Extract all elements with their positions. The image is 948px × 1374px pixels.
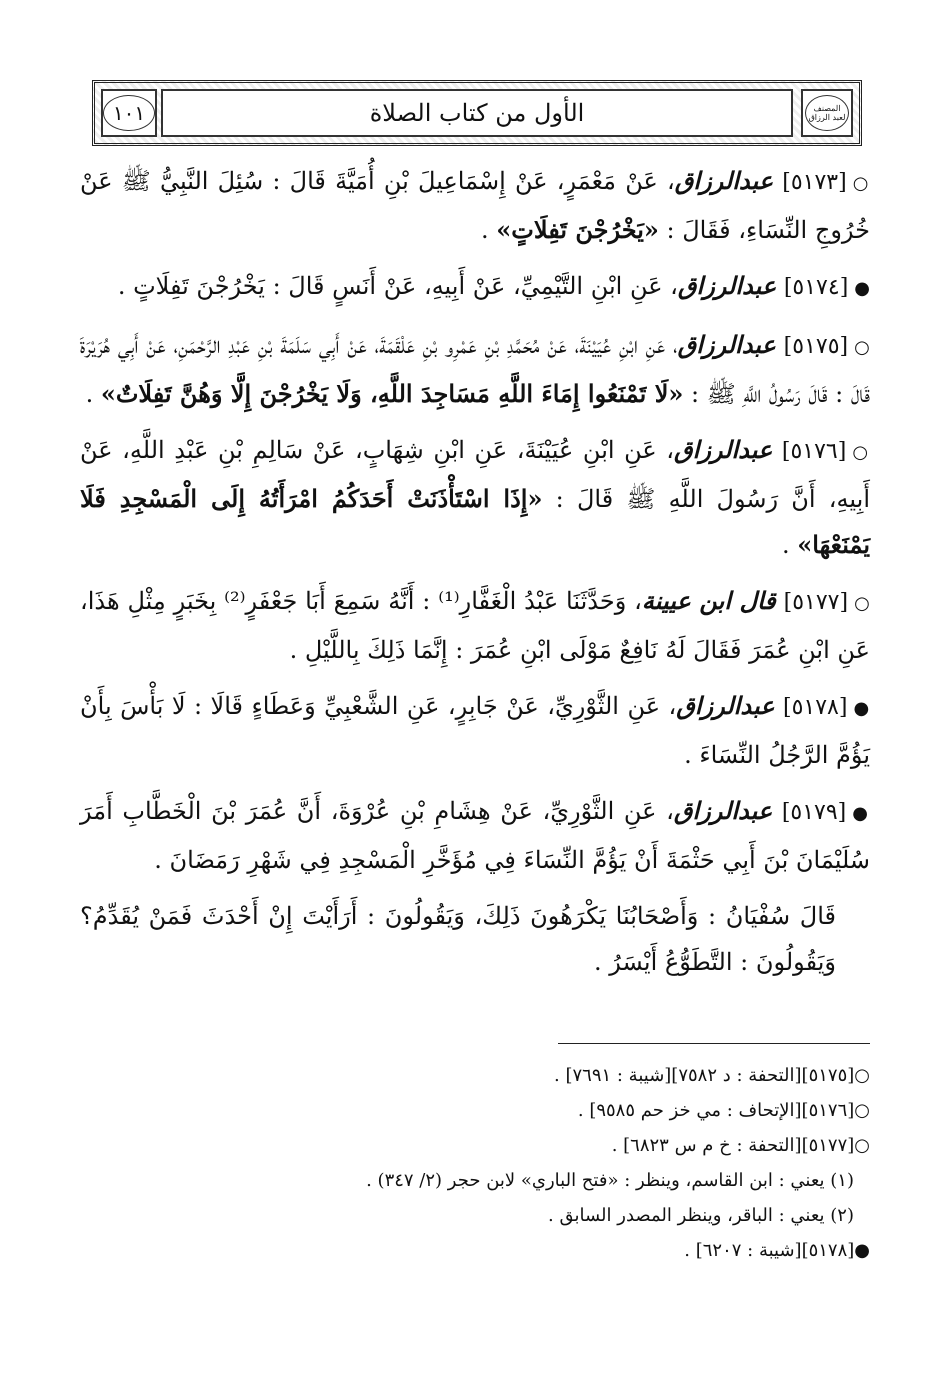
hadith-number: [٥١٧٣]	[782, 170, 847, 195]
hadith-quote: «إِذَا اسْتَأْذَنَتْ أَحَدَكُمُ امْرَأَتُهُ إِلَى الْمَسْجِدِ فَلَا يَمْنَعْهَا»	[80, 484, 870, 559]
hadith-marker: ●	[853, 698, 870, 719]
hadith-paragraph	[80, 427, 870, 568]
hadith-paragraph	[80, 788, 870, 883]
hadith-paragraph	[80, 683, 870, 778]
hadith-text-end: .	[781, 531, 798, 559]
footnote-source: ○[٥١٧٥][التحفة : د ٧٥٨٢][شيبة : ٧٦٩١] .	[554, 1065, 870, 1086]
main-text	[80, 158, 870, 995]
narrator-name: قال ابن عيينة	[641, 586, 776, 615]
narrator-name: عبدالرزاق	[676, 691, 775, 720]
hadith-text-end: .	[85, 380, 101, 408]
hadith-text: ، عَنِ ابْنِ التَّيْمِيِّ، عَنْ أَبِيهِ، عَنْ أَنَسٍ قَالَ : يَخْرُجْنَ تَفِلَاتٍ .	[117, 272, 678, 300]
page-number: ١٠١	[103, 95, 155, 131]
hadith-marker: ○	[852, 173, 870, 194]
hadith-number: [٥١٧٥]	[783, 334, 849, 359]
hadith-text: ، عَنِ الثَّوْرِيِّ، عَنْ جَابِرٍ، عَنِ الشَّعْبِيِّ وَعَطَاءٍ قَالَا : لَا بَأْسَ بِأَنْ يَؤُمَّ الرَّجُلُ النِّسَاءَ .	[80, 692, 870, 769]
narrator-name: عبدالرزاق	[673, 796, 773, 825]
footnote-divider	[558, 1043, 870, 1044]
hadith-marker: ○	[854, 593, 871, 614]
hadith-marker: ○	[854, 337, 870, 358]
footnote-source: ●[٥١٧٨][شيبة : ٦٢٠٧] .	[684, 1240, 870, 1261]
book-logo: المصنف لعبد الرزاق	[805, 95, 849, 131]
footnote-note: (١) يعني : ابن القاسم، وينظر : «فتح الباري» لابن حجر (٢/ ٣٤٧) .	[366, 1170, 854, 1191]
narrator-name: عبدالرزاق	[677, 271, 777, 300]
page-header-band	[92, 80, 862, 146]
running-title-frame	[161, 89, 793, 137]
hadith-paragraph	[80, 263, 870, 312]
hadith-paragraph	[80, 158, 870, 253]
narrator-name: عبدالرزاق	[677, 330, 776, 359]
running-title: الأول من كتاب الصلاة	[369, 99, 585, 127]
footnote-source: ○[٥١٧٦][الإتحاف : مي خز حم ٩٥٨٥] .	[577, 1100, 870, 1121]
book-logo-box	[801, 89, 853, 137]
footnote-source: ○[٥١٧٧][التحفة : خ م س ٦٨٢٣] .	[611, 1135, 870, 1156]
hadith-number: [٥١٧٧]	[783, 590, 849, 615]
page-number-box	[101, 89, 157, 137]
hadith-paragraph	[80, 578, 870, 673]
hadith-marker: ●	[852, 803, 870, 824]
hadith-number: [٥١٧٤]	[783, 275, 849, 300]
hadith-quote: «لَا تَمْنَعُوا إِمَاءَ اللَّهِ مَسَاجِدَ اللَّهِ، وَلَا يَخْرُجْنَ إِلَّا وَهُنَّ تَفِلَاتٌ»	[100, 379, 684, 408]
hadith-paragraph	[80, 322, 870, 417]
footnotes	[80, 1058, 870, 1268]
hadith-text: ، وَحَدَّثَنَا عَبْدُ الْغَفَّارِ⁽¹⁾ : أَنَّهُ سَمِعَ أَبَا جَعْفَرٍ⁽²⁾ بِخَبَرٍ مِثْلِ هَذَا، عَنِ ابْنِ عُمَرَ فَقَالَ لَهُ نَافِعٌ مَوْلَى ابْنِ عُمَرَ : إِنَّمَا ذَلِكَ بِاللَّيْلِ .	[80, 587, 870, 664]
narrator-name: عبدالرزاق	[674, 166, 774, 195]
hadith-number: [٥١٧٦]	[781, 439, 847, 464]
hadith-marker: ●	[854, 278, 870, 299]
hadith-text: ، عَنْ مَعْمَرٍ، عَنْ إِسْمَاعِيلَ بْنِ أُمَيَّةَ قَالَ : سُئِلَ النَّبِيُّ ﷺ عَنْ خُرُوجِ النِّسَاءِ، فَقَالَ :	[80, 167, 870, 244]
hadith-text-end: .	[481, 216, 497, 244]
closing-paragraph: قَالَ سُفْيَانُ : وَأَصْحَابُنَا يَكْرَهُونَ ذَلِكَ، وَيَقُولُونَ : أَرَأَيْتَ إِنْ أَحْدَثَ فَمَنْ يُقَدِّمُ؟ وَيَقُولُونَ : التَّطَوُّعُ أَيْسَرُ .	[80, 902, 836, 976]
hadith-text: ، عَنِ الثَّوْرِيِّ، عَنْ هِشَامِ بْنِ عُرْوَةَ، أَنَّ عُمَرَ بْنَ الْخَطَّابِ أَمَرَ سُلَيْمَانَ بْنَ أَبِي حَثْمَةَ أَنْ يَؤُمَّ النِّسَاءَ فِي مُؤَخَّرِ الْمَسْجِدِ فِي شَهْرِ رَمَضَانَ .	[80, 797, 870, 874]
hadith-number: [٥١٧٨]	[782, 695, 848, 720]
narrator-name: عبدالرزاق	[674, 435, 773, 464]
footnote-note: (٢) يعني : الباقر، وينظر المصدر السابق .	[548, 1205, 854, 1226]
hadith-number: [٥١٧٩]	[781, 800, 847, 825]
hadith-marker: ○	[852, 442, 870, 463]
hadith-text: ، عَنِ ابْنِ عُيَيْنَةَ، عَنْ مُحَمَّدِ بْنِ عَمْرِو بْنِ عَلْقَمَةَ، عَنْ أَبِي سَلَمَةَ بْنِ عَبْدِ الرَّحْمَنِ، عَنْ أَبِي هُرَيْرَةَ قَالَ : قَالَ رَسُولُ اللَّهِ ﷺ :	[80, 331, 870, 408]
hadith-text: ، عَنِ ابْنِ عُيَيْنَةَ، عَنِ ابْنِ شِهَابٍ، عَنْ سَالِمِ بْنِ عَبْدِ اللَّهِ، عَنْ أَبِيهِ، أَنَّ رَسُولَ اللَّهِ ﷺ قَالَ :	[80, 436, 870, 513]
hadith-quote: «يَخْرُجْنَ تَفِلَاتٍ»	[496, 215, 659, 244]
